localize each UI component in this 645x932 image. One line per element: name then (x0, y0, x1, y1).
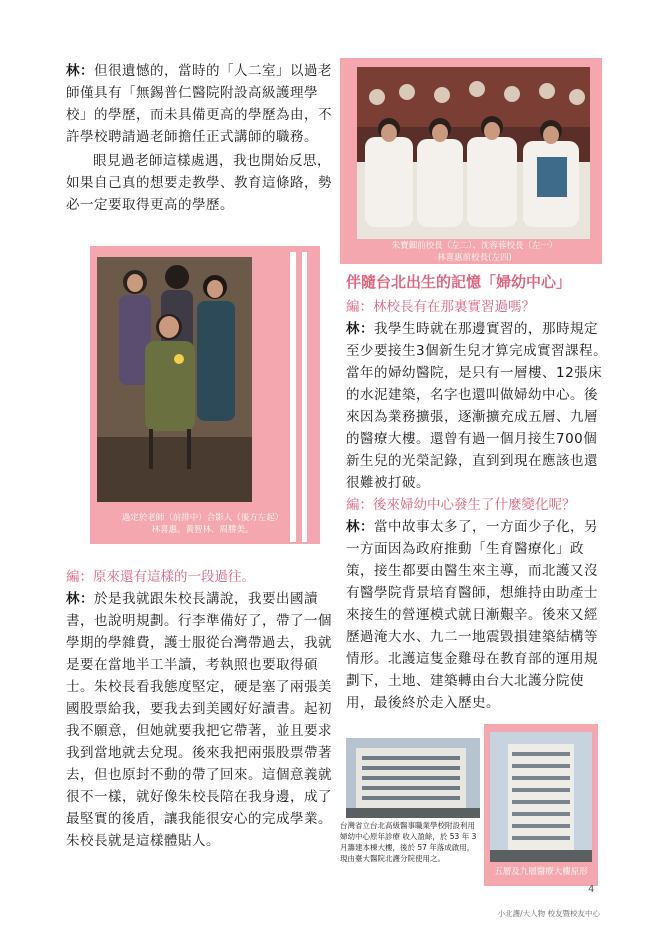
paragraph-lin-1: 林：但很遺憾的，當時的「人二室」以過老師僅具有「無錫普仁醫院附設高級護理學校」的學歷，而未具備更高的學歷為由，不許學校聘請過老師擔任正式講師的職務。 (66, 63, 332, 145)
photo2-caption: 朱寶鈿前校長（左二）、沈蓉蓉校長（左一） 林喜惠前校長(左四) (391, 241, 558, 263)
paragraph-reflection: 眼見過老師這樣處遇，我也開始反思，如果自己真的想要走教學、教育這條路，勢必一定要取得更高的學歷。 (66, 153, 332, 213)
answer-1: 林：於是我就跟朱校長講說，我要出國讀書，也說明規劃。行李準備好了，帶了一個學期的學雜費，護士服從台灣帶過去，我就是要在當地半工半讀，考執照也要取得碩士。朱校長看我態度堅定，硬是塞了兩張美國股票給我，要我去到美國好好讀書。起初我不願意，但她就要我把它帶著，並且要求我到當地就去兌現。後來我把兩張股票帶著去，但也原封不動的帶了回來。這個意義就很不一樣，就好像朱校長陪在我身邊，成了最堅實的後盾，讓我能很安心的完成學業。朱校長就是這樣體貼人。 (66, 591, 332, 849)
speaker-label: 林： (66, 591, 94, 607)
answer-2: 林：我學生時就在那邊實習的，那時規定至少要接生3個新生兒才算完成實習課程。當年的婦幼醫院，是只有一層樓、12張床的水泥建築，名字也還叫做婦幼中心。後來因為業務擴張，逐漸擴充成五層、九層的醫療大樓。還曾有過一個月接生700個新生兒的光榮記錄，直到到現在應該也還很難被打破。 (346, 321, 608, 491)
photo1-caption: 過定於老師（前排中）合影人（後方左起） 林喜惠、黃智林、周勝美。 (121, 513, 284, 535)
interview-right (346, 296, 608, 714)
footer-org: 小北護/大人物 校友暨校友中心 (497, 909, 600, 918)
decor-stripe (290, 252, 296, 542)
photo2-illustration (357, 67, 590, 239)
photo3-illustration (346, 738, 480, 818)
photo3-caption-box: 台灣省立台北高級醫事職業學校附設利用婦幼中心原年診療 收入盈餘，於 53 年 3 月籌建本棟大樓，後於 57 年落成啟用，現由臺大醫院北護分院使用之。 (340, 820, 480, 874)
speaker-label: 林： (66, 63, 94, 79)
question-1: 編：原來還有這樣的一段過往。 (66, 569, 255, 585)
speaker-label: 林： (346, 321, 374, 337)
photo4-caption: 五層及九層醫療大樓原形 (494, 867, 588, 877)
question-2: 編：林校長有在那裏實習過嗎？ (346, 299, 535, 315)
question-3: 編：後來婦幼中心發生了什麼變化呢？ (346, 497, 576, 513)
group-photo-four-women (97, 257, 252, 502)
photo4-illustration (490, 732, 592, 862)
page-number: 4 (588, 884, 595, 895)
hospital-building-photo-2 (490, 732, 592, 862)
speaker-label: 林： (346, 519, 374, 535)
interview-left-lower (66, 566, 336, 852)
section-title: 伴隨台北出生的記憶「婦幼中心」 (346, 273, 572, 291)
decor-stripe (302, 252, 307, 542)
hospital-building-photo-1 (346, 738, 480, 818)
answer-3: 林：當中故事太多了，一方面少子化，另一方面因為政府推動「生育醫療化」政策，接生都要由醫生來主導，而北護又沒有醫學院背景培育醫師，想維持由助產士來接生的營運模式就日漸艱辛。後來又經歷過淹大水、九二一地震毀損建築結構等情形。北護這隻金雞母在教育部的運用規劃下，土地、建築轉由台大北護分院使用，最後終於走入歷史。 (346, 519, 598, 711)
intro-text-block (66, 60, 334, 216)
nurses-group-photo (357, 67, 590, 239)
photo1-illustration (97, 257, 252, 502)
